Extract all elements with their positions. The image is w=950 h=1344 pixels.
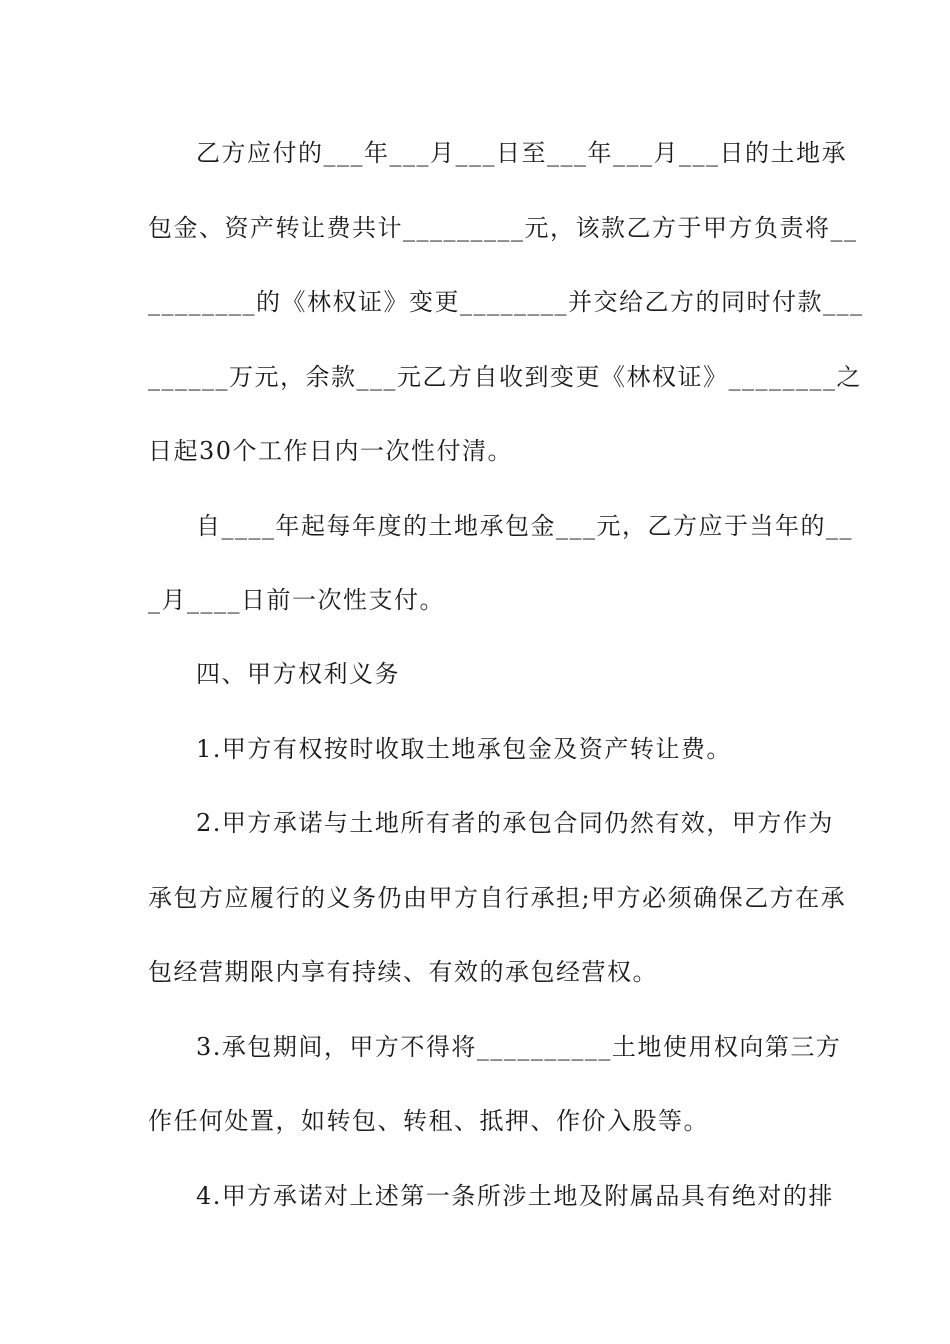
paragraph-line: 包金、资产转让费共计_________元，该款乙方于甲方负责将__: [148, 214, 858, 242]
list-item: 4.甲方承诺对上述第一条所涉土地及附属品具有绝对的排: [196, 1182, 834, 1210]
paragraph-line: 承包方应履行的义务仍由甲方自行承担;甲方必须确保乙方在承: [148, 884, 847, 912]
paragraph-line: ________的《林权证》变更________并交给乙方的同时付款___: [148, 288, 864, 316]
paragraph-line: 包经营期限内享有持续、有效的承包经营权。: [148, 958, 658, 986]
paragraph-line: _月____日前一次性支付。: [148, 586, 445, 614]
paragraph-line: 日起30个工作日内一次性付清。: [148, 437, 514, 465]
paragraph-line: 自____年起每年度的土地承包金___元，乙方应于当年的__: [196, 512, 853, 540]
paragraph-line: ______万元，余款___元乙方自收到变更《林权证》________之: [148, 363, 862, 391]
paragraph-line: 乙方应付的___年___月___日至___年___月___日的土地承: [196, 139, 847, 167]
paragraph-line: 作任何处置，如转包、转租、抵押、作价入股等。: [148, 1107, 709, 1135]
list-item: 2.甲方承诺与土地所有者的承包合同仍然有效，甲方作为: [196, 809, 834, 837]
list-item: 1.甲方有权按时收取土地承包金及资产转让费。: [196, 735, 732, 763]
section-heading: 四、甲方权利义务: [196, 660, 400, 688]
list-item: 3.承包期间，甲方不得将__________土地使用权向第三方: [196, 1033, 842, 1061]
